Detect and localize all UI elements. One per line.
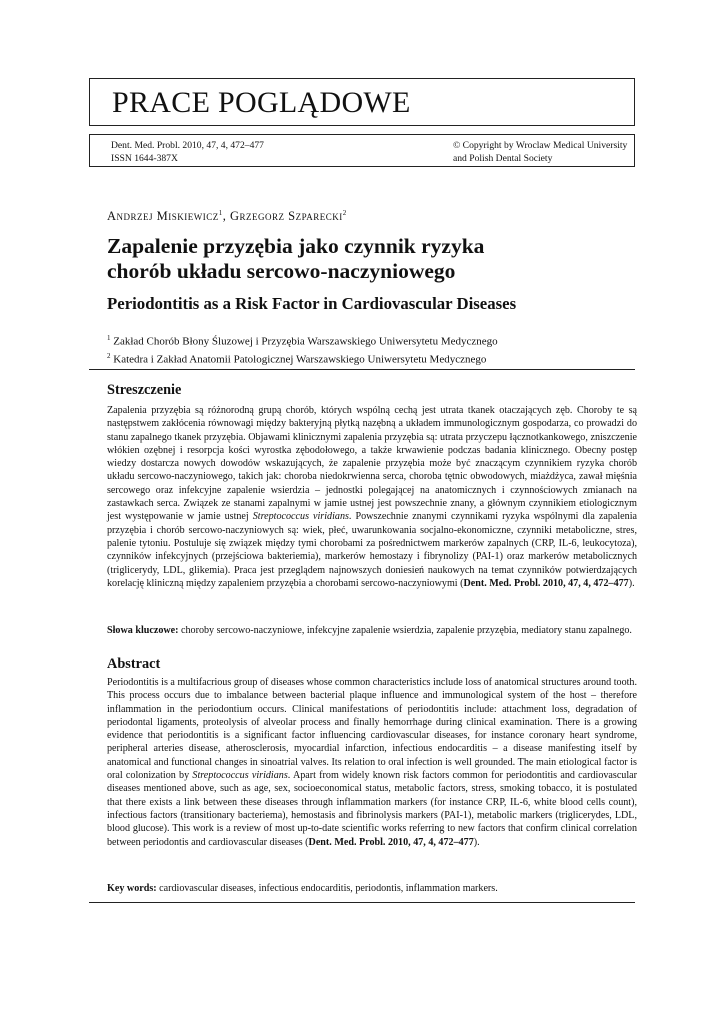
author-list [107,209,347,224]
bottom-divider [89,902,635,903]
author-1-affiliation-mark: 1 [218,209,223,217]
journal-meta-box [89,134,635,167]
affiliation-2-text: Katedra i Zakład Anatomii Patologicznej Warszawskiego Uniwersytetu Medycznego [110,353,487,366]
affiliation-1-number: 1 [107,334,111,342]
abstract-citation: Dent. Med. Probl. 2010, 47, 4, 472–477 [308,836,474,848]
streszczenie-citation: Dent. Med. Probl. 2010, 47, 4, 472–477 [463,577,629,589]
journal-issn: ISSN 1644-387X [111,152,178,164]
author-separator: , [222,209,231,224]
section-title: PRACE POGLĄDOWE [112,86,411,119]
streszczenie-text-1: Zapalenia przyzębia są różnorodną grupą chorób, których wspólną cechą jest utrata tkanek otaczających zęb. Choroby te są następstwem zakłócenia równowagi między bakteryjną płytką nazębną a układem immunologicznym gospodarza, co prowadzi do stanu zapalnego tkanek przyzębia. Objawami klinicznymi zapalenia przyzębia są: utrata przyczepu łącznotkankowego, zniszczenie włókien ozębnej i resorpcja kości wyrostka zębodołowego, a także krwawienie podczas badania klinicznego. Obecny postęp wiedzy dostarcza nowych dowodów wskazujących, że zapalenie przyzębia może być znaczącym czynnikiem ryzyka chorób układu sercowo-naczyniowego, takich jak: choroba niedokrwienna serca, choroba tętnic obwodowych, miażdżyca, zawał mięśnia sercowego oraz infekcyjne zapalenie wsierdzia – jednostki polegającej na anatomicznych i czynnościowych zmianach na zastawkach serca. Związek ze stanami zapalnymi w jamie ustnej jest powszechnie znany, a głównym czynnikiem etiologicznym jest występowanie w jamie ustnej [107,405,637,523]
streszczenie-keywords-label: Słowa kluczowe: [107,625,179,636]
affiliation-2 [107,349,498,367]
section-banner [89,78,635,126]
author-2-affiliation-mark: 2 [342,209,347,217]
journal-citation-block [111,140,264,165]
article-title-english: Periodontitis as a Risk Factor in Cardiovascular Diseases [107,294,517,313]
author-2: Grzegorz Szparecki [230,209,343,224]
abstract-keywords-label: Key words: [107,883,157,894]
abstract-species: Streptococcus viridians [192,770,288,782]
abstract-heading: Abstract [107,656,161,672]
affiliation-2-number: 2 [107,352,111,361]
streszczenie-text-end: ). [628,577,635,589]
streszczenie-text-2: . Powszechnie znanymi czynnikami ryzyka wspólnymi dla zapalenia przyzębia i chorób sercowo-naczyniowych są: wiek, płeć, uwarunkowania socjalno-ekonomiczne, czynniki metaboliczne, stres, palenie tytoniu. Postuluje się związek między tymi chorobami za pośrednictwem markerów zapalnych (CRP, IL-6, leukocytoza), czynników infekcyjnych (przejściowa bakteriemia), markerów hemostazy i fibrynolizy (PAI-1) oraz markerów metabolicznych (triglicerydy, LDL, glikemia). Praca jest przeglądem najnowszych doniesień naukowych na temat czynników potwierdzających korelację kliniczną między zapaleniem przyzębia a chorobami sercowo-naczyniowymi ( [107,511,637,589]
affiliation-1 [107,331,498,349]
article-title-polish [107,234,627,284]
title-pl-line-2: chorób układu sercowo-naczyniowego [107,259,456,283]
title-pl-line-1: Zapalenie przyzębia jako czynnik ryzyka [107,234,485,258]
abstract-text-end: ). [473,836,480,848]
affiliations [107,331,498,367]
abstract-text-1: Periodontitis is a multifacrious group of diseases whose common characteristics include loss of anatomical structures around tooth. This process occurs due to imbalance between bacterial plaque influence and immunological system of the host – therefore inflammation in the periodontium occurs. Clinical manifestations of periodontitis include: attachment loss, degradation of periodontal ligaments, proteolysis of alveolar process and finally hemorrhage during clinical examination. There is a growing evidence that periodontitis is a significant factor influencing cardiovascular diseases, for instance coronary heart syndrome, peripheral arteries disease, atherosclerosis, myocardial infarction, infectious endocarditis – a disease manifesting itself by anatomical and functional changes in sinoatrial valves. Its relation to oral infection is well grounded. The main etiological factor is oral colonization by [107,677,637,782]
abstract-keywords-text: cardiovascular diseases, infectious endocarditis, periodontis, inflammation markers. [156,883,498,894]
affiliation-1-text: Zakład Chorób Błony Śluzowej i Przyzębia Warszawskiego Uniwersytetu Medycznego [110,335,498,348]
streszczenie-keywords-text: choroby sercowo-naczyniowe, infekcyjne zapalenie wsierdzia, zapalenie przyzębia, mediatory stanu zapalnego. [178,625,632,636]
top-divider [89,369,635,370]
abstract-body [107,676,637,849]
streszczenie-body [107,404,637,590]
journal-citation: Dent. Med. Probl. 2010, 47, 4, 472–477 [111,140,264,151]
streszczenie-keywords [107,624,637,637]
abstract-text-2: . Apart from widely known risk factors common for periodontitis and cardiovascular diseases mentioned above, such as age, sex, socioeconomical status, metabolic factors, stress, smoking tobacco, it is postulated that there exists a link between these diseases through inflammation markers (for instance CRP, IL-6, white blood cells count), infectious factors (transitionary bacteriema), hemostasis and fibrinolysis markers (PAI-1), metabolic markers (triglicerydes, LDL, blood glucose). This work is a review of most up-to-date scientific works referring to new factors that confirm clinical correlation between periodontis and cardiovascular diseases ( [107,770,637,848]
abstract-keywords [107,882,637,895]
streszczenie-heading: Streszczenie [107,382,182,398]
copyright-line-1: © Copyright by Wroclaw Medical University [453,140,628,151]
author-1: Andrzej Miskiewicz [107,209,219,224]
streszczenie-species: Streptococcus viridians [252,511,349,523]
copyright-block [453,140,627,165]
copyright-line-2: and Polish Dental Society [453,152,553,164]
